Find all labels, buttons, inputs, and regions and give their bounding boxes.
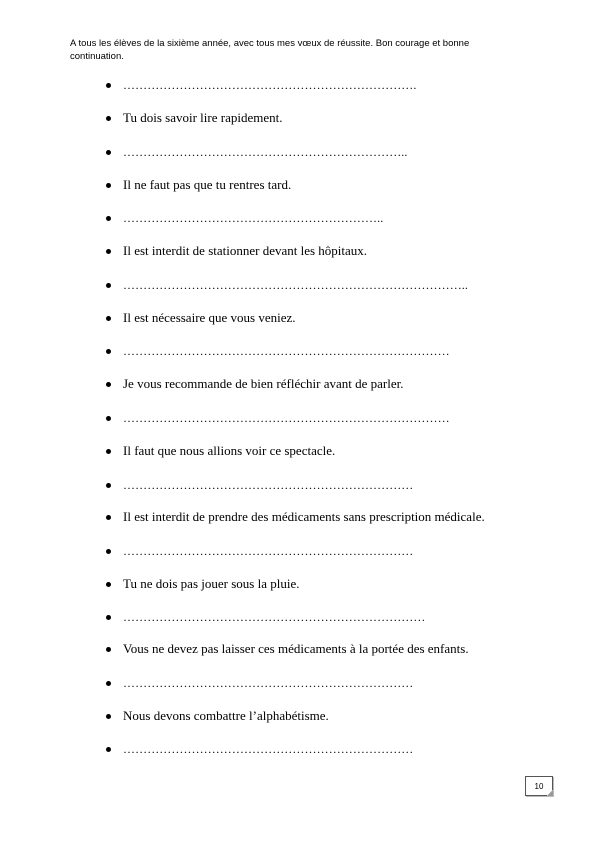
answer-dots: ………………………………………………………………: [123, 675, 414, 690]
answer-dots: ………………………………………………………..: [123, 210, 384, 225]
bullet-icon: [106, 283, 111, 288]
bullet-icon: [106, 449, 111, 454]
answer-line-6[interactable]: [106, 409, 450, 427]
sentence-5: [106, 375, 403, 393]
sentence-text: Vous ne devez pas laisser ces médicaments à la portée des enfants.: [123, 641, 469, 656]
sentence-text: Tu ne dois pas jouer sous la pluie.: [123, 576, 300, 591]
sentence-2: [106, 176, 291, 194]
bullet-icon: [106, 714, 111, 719]
answer-dots: …………………………………………………………………: [123, 609, 426, 624]
answer-dots: …………………………………………………………………………..: [123, 277, 468, 292]
sentence-text: Tu dois savoir lire rapidement.: [123, 110, 283, 125]
answer-dots: ………………………………………………………………: [123, 741, 414, 756]
answer-line-10[interactable]: [106, 674, 413, 692]
sentence-text: Je vous recommande de bien réfléchir avant de parler.: [123, 376, 404, 391]
sentence-9: [106, 640, 469, 658]
answer-dots: ………………………………………………………………: [123, 543, 414, 558]
bullet-icon: [106, 249, 111, 254]
bullet-icon: [106, 116, 111, 121]
bullet-icon: [106, 382, 111, 387]
sentence-7: [106, 508, 485, 526]
sentence-text: Il ne faut pas que tu rentres tard.: [123, 177, 292, 192]
bullet-icon: [106, 515, 111, 520]
answer-line-2[interactable]: [106, 143, 408, 161]
sentence-text: Nous devons combattre l’alphabétisme.: [123, 708, 329, 723]
answer-line-9[interactable]: [106, 608, 426, 626]
answer-line-1[interactable]: [106, 76, 417, 94]
bullet-icon: [106, 483, 111, 488]
sentence-text: Il est nécessaire que vous veniez.: [123, 310, 296, 325]
answer-line-3[interactable]: [106, 209, 383, 227]
bullet-icon: [106, 416, 111, 421]
answer-line-4[interactable]: [106, 276, 468, 294]
sentence-1: [106, 109, 282, 127]
answer-line-11[interactable]: [106, 740, 413, 758]
answer-dots: ……………………………………………………………….: [123, 77, 417, 92]
bullet-icon: [106, 183, 111, 188]
sentence-4: [106, 309, 296, 327]
answer-dots: ………………………………………………………………………: [123, 343, 450, 358]
sentence-10: [106, 707, 329, 725]
page-number-box: [525, 776, 553, 796]
answer-dots: ………………………………………………………………: [123, 477, 414, 492]
bullet-icon: [106, 349, 111, 354]
answer-line-8[interactable]: [106, 542, 413, 560]
page-number: 10: [534, 781, 544, 791]
answer-line-5[interactable]: [106, 342, 450, 360]
sentence-8: [106, 575, 299, 593]
bullet-icon: [106, 681, 111, 686]
sentence-text: Il est interdit de stationner devant les hôpitaux.: [123, 243, 368, 258]
answer-line-7[interactable]: [106, 476, 413, 494]
sentence-text: Il faut que nous allions voir ce spectacle.: [123, 443, 336, 458]
sentence-text: Il est interdit de prendre des médicaments sans prescription médicale.: [123, 509, 485, 524]
answer-dots: ………………………………………………………………………: [123, 410, 450, 425]
bullet-icon: [106, 549, 111, 554]
dedication-text: A tous les élèves de la sixième année, avec tous mes vœux de réussite. Bon courage et bonne continuation.: [70, 38, 470, 62]
bullet-icon: [106, 216, 111, 221]
bullet-icon: [106, 316, 111, 321]
answer-dots: ……………………………………………………………..: [123, 144, 408, 159]
bullet-icon: [106, 747, 111, 752]
sentence-6: [106, 442, 335, 460]
bullet-icon: [106, 83, 111, 88]
bullet-icon: [106, 582, 111, 587]
bullet-icon: [106, 150, 111, 155]
bullet-icon: [106, 647, 111, 652]
bullet-icon: [106, 615, 111, 620]
sentence-3: [106, 242, 367, 260]
